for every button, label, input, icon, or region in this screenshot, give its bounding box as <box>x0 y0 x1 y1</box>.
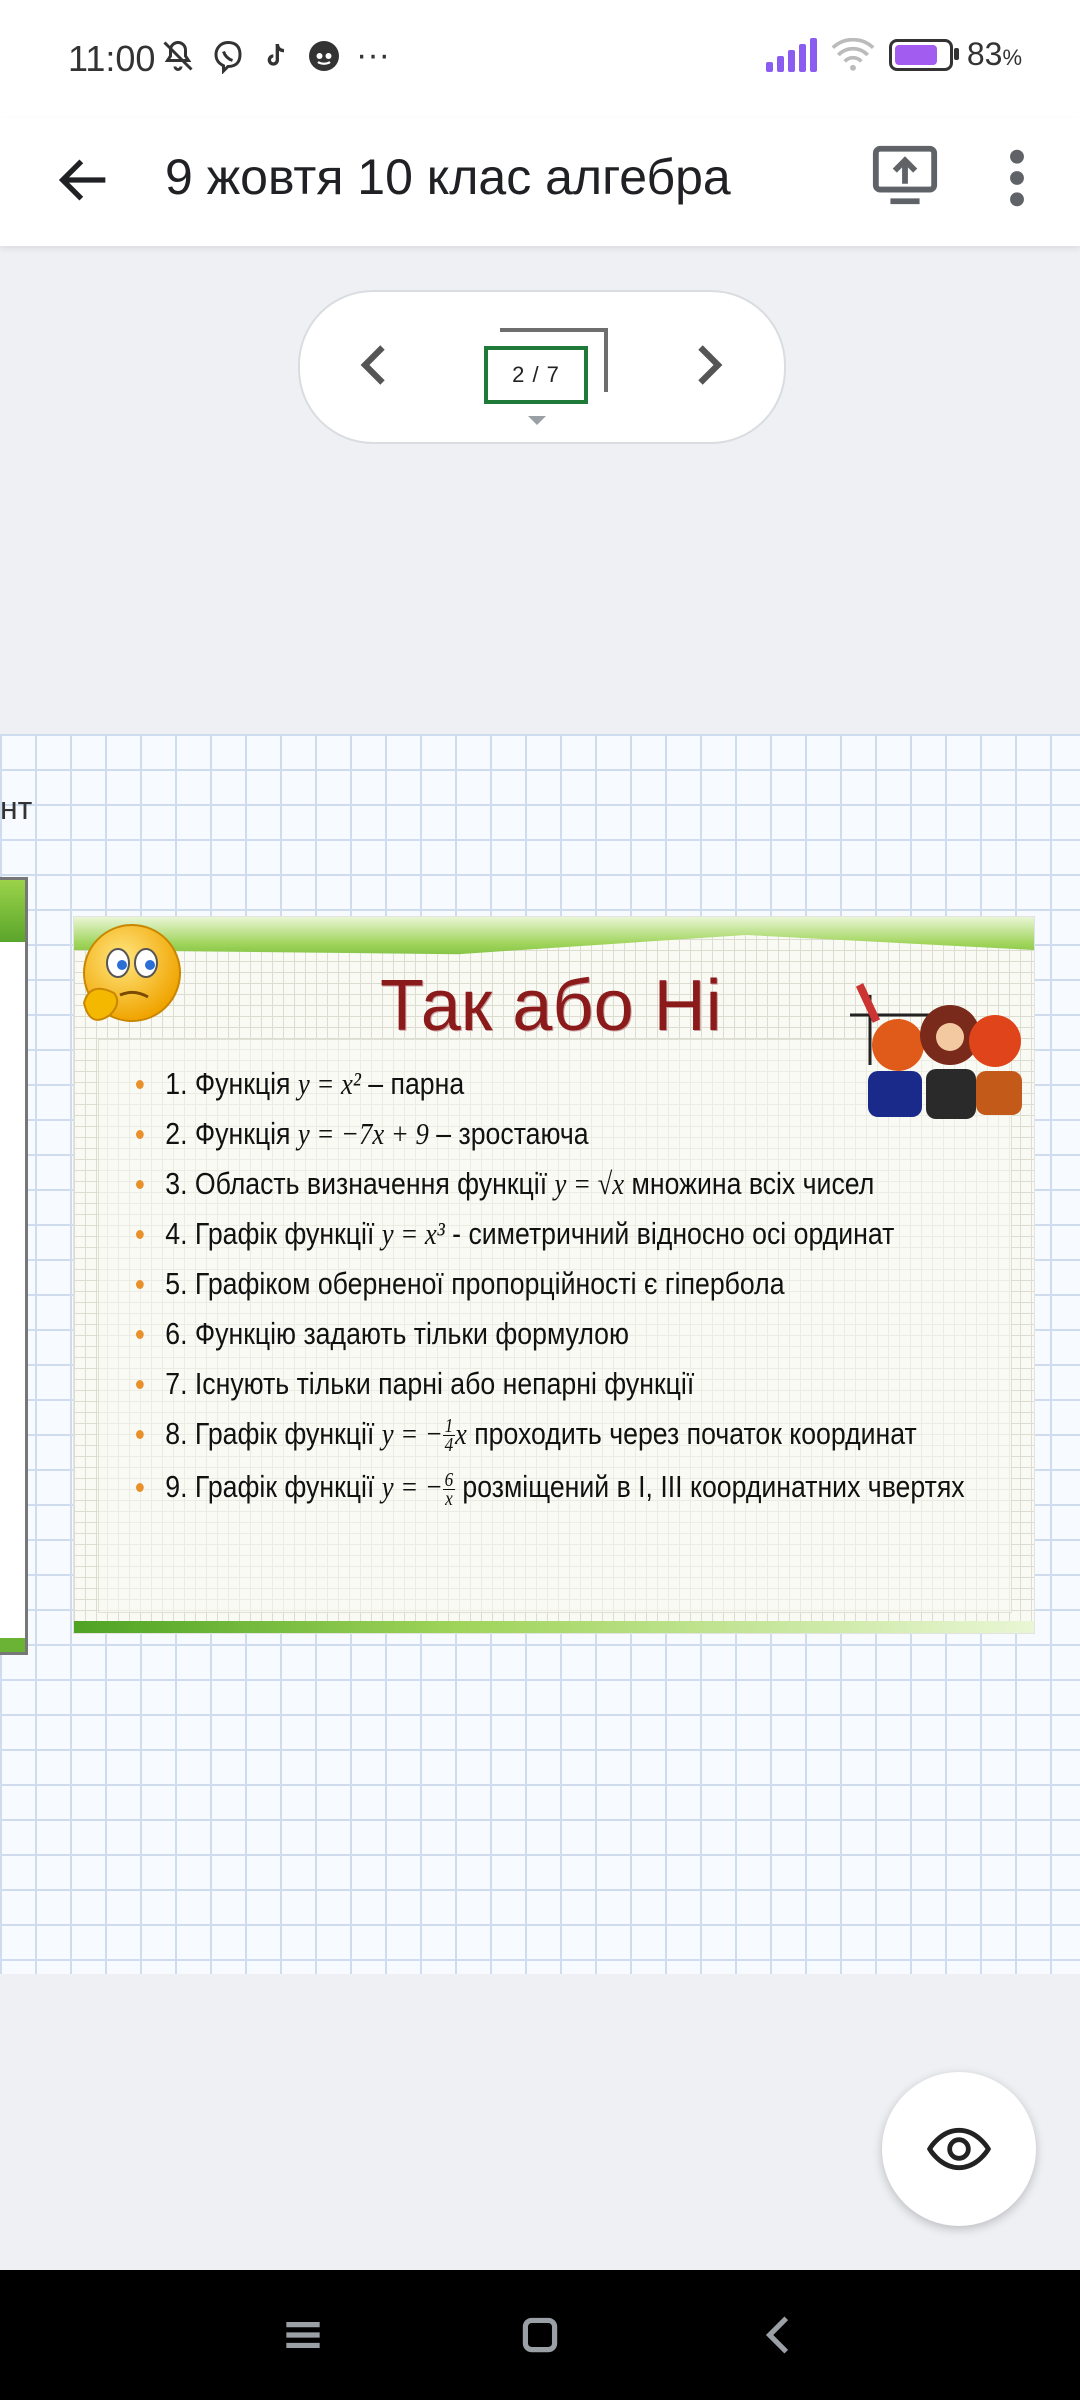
reddit-icon <box>306 38 342 74</box>
page-navigator <box>298 290 786 444</box>
list-item: 9. Графік функції y = − $\frac{6}{x}$ розміщений в І, ІІІ координатних чвертях <box>136 1470 1025 1507</box>
list-item: 8. Графік функції y = − $\frac{1}{4}$ x проходить через початок координат <box>136 1417 893 1454</box>
list-item: 1. Функція y = x² – парна <box>136 1067 893 1101</box>
next-page-button[interactable] <box>678 332 738 398</box>
wifi-icon <box>831 38 875 72</box>
slide-bottom-band <box>74 1621 1034 1633</box>
arrow-back-icon[interactable] <box>52 148 116 212</box>
fraction: $\frac{1}{4}$ <box>444 1415 454 1457</box>
statements-list <box>136 1067 1016 1524</box>
page-counter[interactable]: 2 / 7 <box>484 346 588 404</box>
status-bar <box>0 0 1080 118</box>
system-nav-bar <box>0 2270 1080 2400</box>
signal-icon <box>766 38 817 72</box>
more-vert-icon[interactable] <box>1002 146 1032 210</box>
back-chevron-icon[interactable] <box>755 2310 805 2360</box>
document-viewer[interactable] <box>0 734 1080 1974</box>
slide <box>74 917 1034 1633</box>
previous-page-button[interactable] <box>345 332 405 398</box>
status-time: 11:00 <box>68 38 156 79</box>
list-item: 5. Графіком оберненої пропорційності є гіпербола <box>136 1267 893 1301</box>
view-mode-button[interactable] <box>882 2072 1036 2226</box>
previous-slide-edge <box>0 877 28 1655</box>
list-item: 2. Функція y = −7x + 9 – зростаюча <box>136 1117 893 1151</box>
app-bar <box>0 118 1080 246</box>
list-item: 4. Графік функції y = x³ - симетричний відносно осі ординат <box>136 1217 893 1251</box>
thinking-smiley-icon <box>74 919 186 1037</box>
list-item: 3. Область визначення функції y = √x множина всіх чисел <box>136 1167 893 1201</box>
tiktok-icon <box>260 38 292 74</box>
previous-slide-text-fragment: нт <box>0 790 33 826</box>
fraction: $\frac{6}{x}$ <box>444 1468 454 1510</box>
list-item: 7. Існують тільки парні або непарні функції <box>136 1367 893 1401</box>
home-square-icon[interactable] <box>515 2310 565 2360</box>
menu-lines-icon[interactable] <box>278 2310 328 2360</box>
notification-icons <box>160 36 390 75</box>
battery-percent: 83% <box>966 36 1022 72</box>
eye-icon <box>927 2117 991 2181</box>
more-notifications: ··· <box>356 36 390 74</box>
present-screen-icon[interactable] <box>870 140 940 210</box>
slide-title: Так або Ні <box>380 966 722 1046</box>
mute-bell-icon <box>160 38 196 74</box>
page-dropdown-caret[interactable] <box>528 416 546 425</box>
document-title: 9 жовтя 10 клас алгебра <box>165 149 731 205</box>
status-right <box>766 36 1022 73</box>
list-item: 6. Функцію задають тільки формулою <box>136 1317 893 1351</box>
battery-icon <box>889 39 953 71</box>
viber-icon <box>210 38 246 74</box>
